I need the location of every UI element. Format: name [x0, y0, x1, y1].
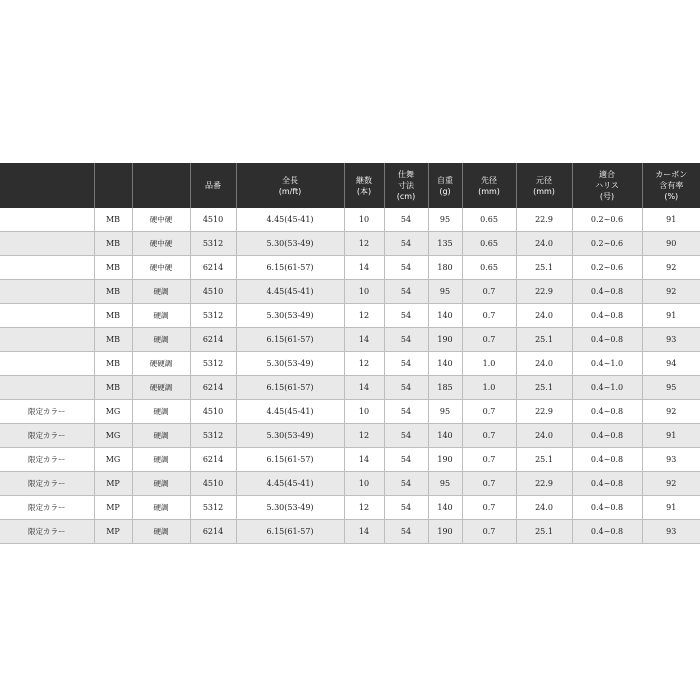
header-closed-length: 仕舞 寸法 (cm)	[384, 163, 428, 208]
sections-cell: 10	[344, 208, 384, 232]
total-length-cell: 4.45(45-41)	[236, 280, 344, 304]
weight-cell: 140	[428, 352, 462, 376]
color-cell: MG	[94, 424, 132, 448]
model-number-cell: 6214	[190, 256, 236, 280]
weight-cell: 180	[428, 256, 462, 280]
tip-diameter-cell: 0.65	[462, 232, 516, 256]
color-cell: MB	[94, 328, 132, 352]
color-cell: MB	[94, 256, 132, 280]
edition-cell: 限定カラー	[0, 520, 94, 544]
sections-cell: 14	[344, 256, 384, 280]
closed-length-cell: 54	[384, 232, 428, 256]
tip-diameter-cell: 0.7	[462, 496, 516, 520]
model-number-cell: 5312	[190, 232, 236, 256]
action-cell: 硬調	[132, 304, 190, 328]
closed-length-cell: 54	[384, 304, 428, 328]
model-number-cell: 6214	[190, 328, 236, 352]
line-range-cell: 0.4~0.8	[572, 304, 642, 328]
edition-cell	[0, 328, 94, 352]
carbon-content-cell: 90	[642, 232, 700, 256]
color-cell: MP	[94, 520, 132, 544]
total-length-cell: 5.30(53-49)	[236, 304, 344, 328]
closed-length-cell: 54	[384, 256, 428, 280]
model-number-cell: 6214	[190, 448, 236, 472]
line-range-cell: 0.4~1.0	[572, 352, 642, 376]
table-row	[0, 280, 700, 304]
color-cell: MG	[94, 400, 132, 424]
tip-diameter-cell: 0.7	[462, 472, 516, 496]
carbon-content-cell: 93	[642, 448, 700, 472]
carbon-content-cell: 93	[642, 520, 700, 544]
tip-diameter-cell: 1.0	[462, 352, 516, 376]
action-cell: 硬調	[132, 400, 190, 424]
table-row	[0, 256, 700, 280]
color-cell: MP	[94, 496, 132, 520]
table-row	[0, 472, 700, 496]
header-total-length: 全長 (m/ft)	[236, 163, 344, 208]
tip-diameter-cell: 0.7	[462, 304, 516, 328]
sections-cell: 14	[344, 328, 384, 352]
model-number-cell: 4510	[190, 472, 236, 496]
weight-cell: 140	[428, 496, 462, 520]
table-row	[0, 448, 700, 472]
line-range-cell: 0.2~0.6	[572, 256, 642, 280]
model-number-cell: 5312	[190, 352, 236, 376]
butt-diameter-cell: 24.0	[516, 496, 572, 520]
table-row	[0, 208, 700, 232]
action-cell: 硬硬調	[132, 376, 190, 400]
closed-length-cell: 54	[384, 472, 428, 496]
weight-cell: 95	[428, 400, 462, 424]
total-length-cell: 5.30(53-49)	[236, 352, 344, 376]
weight-cell: 140	[428, 424, 462, 448]
carbon-content-cell: 91	[642, 424, 700, 448]
closed-length-cell: 54	[384, 448, 428, 472]
color-cell: MB	[94, 280, 132, 304]
model-number-cell: 4510	[190, 208, 236, 232]
butt-diameter-cell: 24.0	[516, 424, 572, 448]
tip-diameter-cell: 0.7	[462, 400, 516, 424]
color-cell: MP	[94, 472, 132, 496]
total-length-cell: 5.30(53-49)	[236, 232, 344, 256]
closed-length-cell: 54	[384, 376, 428, 400]
sections-cell: 12	[344, 424, 384, 448]
header-line-range: 適合 ハリス (号)	[572, 163, 642, 208]
table-row	[0, 496, 700, 520]
tip-diameter-cell: 0.65	[462, 256, 516, 280]
butt-diameter-cell: 22.9	[516, 208, 572, 232]
model-number-cell: 6214	[190, 520, 236, 544]
header-row	[0, 163, 700, 208]
butt-diameter-cell: 24.0	[516, 304, 572, 328]
edition-cell	[0, 208, 94, 232]
sections-cell: 12	[344, 232, 384, 256]
model-number-cell: 4510	[190, 400, 236, 424]
action-cell: 硬調	[132, 328, 190, 352]
action-cell: 硬調	[132, 520, 190, 544]
sections-cell: 14	[344, 520, 384, 544]
table-row	[0, 376, 700, 400]
carbon-content-cell: 91	[642, 304, 700, 328]
total-length-cell: 6.15(61-57)	[236, 448, 344, 472]
tip-diameter-cell: 0.7	[462, 520, 516, 544]
line-range-cell: 0.4~0.8	[572, 400, 642, 424]
carbon-content-cell: 95	[642, 376, 700, 400]
tip-diameter-cell: 0.7	[462, 424, 516, 448]
tip-diameter-cell: 0.7	[462, 328, 516, 352]
action-cell: 硬調	[132, 280, 190, 304]
edition-cell: 限定カラー	[0, 496, 94, 520]
line-range-cell: 0.4~1.0	[572, 376, 642, 400]
action-cell: 硬中硬	[132, 256, 190, 280]
butt-diameter-cell: 25.1	[516, 448, 572, 472]
sections-cell: 10	[344, 400, 384, 424]
closed-length-cell: 54	[384, 280, 428, 304]
action-cell: 硬調	[132, 448, 190, 472]
sections-cell: 10	[344, 472, 384, 496]
sections-cell: 14	[344, 376, 384, 400]
butt-diameter-cell: 25.1	[516, 328, 572, 352]
color-cell: MG	[94, 448, 132, 472]
weight-cell: 190	[428, 448, 462, 472]
weight-cell: 95	[428, 280, 462, 304]
butt-diameter-cell: 24.0	[516, 352, 572, 376]
sections-cell: 12	[344, 352, 384, 376]
weight-cell: 185	[428, 376, 462, 400]
table-row	[0, 400, 700, 424]
table-row	[0, 424, 700, 448]
carbon-content-cell: 92	[642, 256, 700, 280]
action-cell: 硬調	[132, 496, 190, 520]
butt-diameter-cell: 22.9	[516, 280, 572, 304]
line-range-cell: 0.4~0.8	[572, 472, 642, 496]
edition-cell: 限定カラー	[0, 472, 94, 496]
edition-cell	[0, 304, 94, 328]
header-edition	[0, 163, 94, 208]
header-color	[94, 163, 132, 208]
line-range-cell: 0.4~0.8	[572, 496, 642, 520]
closed-length-cell: 54	[384, 496, 428, 520]
edition-cell	[0, 376, 94, 400]
line-range-cell: 0.4~0.8	[572, 448, 642, 472]
weight-cell: 135	[428, 232, 462, 256]
color-cell: MB	[94, 208, 132, 232]
weight-cell: 190	[428, 328, 462, 352]
edition-cell	[0, 256, 94, 280]
header-sections: 継数 (本)	[344, 163, 384, 208]
tip-diameter-cell: 0.65	[462, 208, 516, 232]
color-cell: MB	[94, 352, 132, 376]
line-range-cell: 0.4~0.8	[572, 280, 642, 304]
total-length-cell: 6.15(61-57)	[236, 328, 344, 352]
table-row	[0, 520, 700, 544]
carbon-content-cell: 93	[642, 328, 700, 352]
action-cell: 硬中硬	[132, 232, 190, 256]
butt-diameter-cell: 25.1	[516, 376, 572, 400]
table-row	[0, 232, 700, 256]
spec-table-header	[0, 163, 700, 208]
weight-cell: 190	[428, 520, 462, 544]
line-range-cell: 0.4~0.8	[572, 328, 642, 352]
color-cell: MB	[94, 376, 132, 400]
table-row	[0, 304, 700, 328]
sections-cell: 12	[344, 304, 384, 328]
line-range-cell: 0.4~0.8	[572, 520, 642, 544]
edition-cell	[0, 232, 94, 256]
butt-diameter-cell: 22.9	[516, 400, 572, 424]
edition-cell: 限定カラー	[0, 448, 94, 472]
butt-diameter-cell: 25.1	[516, 256, 572, 280]
total-length-cell: 4.45(45-41)	[236, 208, 344, 232]
action-cell: 硬調	[132, 472, 190, 496]
header-carbon-content: カーボン 含有率 (%)	[642, 163, 700, 208]
action-cell: 硬調	[132, 424, 190, 448]
weight-cell: 95	[428, 208, 462, 232]
line-range-cell: 0.2~0.6	[572, 208, 642, 232]
color-cell: MB	[94, 232, 132, 256]
action-cell: 硬中硬	[132, 208, 190, 232]
model-number-cell: 4510	[190, 280, 236, 304]
table-row	[0, 328, 700, 352]
carbon-content-cell: 91	[642, 208, 700, 232]
header-tip-diameter: 先径 (mm)	[462, 163, 516, 208]
carbon-content-cell: 92	[642, 400, 700, 424]
edition-cell: 限定カラー	[0, 400, 94, 424]
sections-cell: 10	[344, 280, 384, 304]
edition-cell	[0, 280, 94, 304]
butt-diameter-cell: 24.0	[516, 232, 572, 256]
closed-length-cell: 54	[384, 208, 428, 232]
tip-diameter-cell: 1.0	[462, 376, 516, 400]
butt-diameter-cell: 25.1	[516, 520, 572, 544]
model-number-cell: 5312	[190, 424, 236, 448]
closed-length-cell: 54	[384, 520, 428, 544]
header-model-number: 品番	[190, 163, 236, 208]
total-length-cell: 4.45(45-41)	[236, 400, 344, 424]
action-cell: 硬硬調	[132, 352, 190, 376]
header-butt-diameter: 元径 (mm)	[516, 163, 572, 208]
line-range-cell: 0.2~0.6	[572, 232, 642, 256]
weight-cell: 140	[428, 304, 462, 328]
spec-table-body	[0, 208, 700, 544]
tip-diameter-cell: 0.7	[462, 280, 516, 304]
butt-diameter-cell: 22.9	[516, 472, 572, 496]
model-number-cell: 6214	[190, 376, 236, 400]
edition-cell: 限定カラー	[0, 424, 94, 448]
carbon-content-cell: 92	[642, 280, 700, 304]
carbon-content-cell: 94	[642, 352, 700, 376]
sections-cell: 14	[344, 448, 384, 472]
tip-diameter-cell: 0.7	[462, 448, 516, 472]
total-length-cell: 4.45(45-41)	[236, 472, 344, 496]
table-row	[0, 352, 700, 376]
weight-cell: 95	[428, 472, 462, 496]
total-length-cell: 5.30(53-49)	[236, 424, 344, 448]
line-range-cell: 0.4~0.8	[572, 424, 642, 448]
edition-cell	[0, 352, 94, 376]
model-number-cell: 5312	[190, 304, 236, 328]
closed-length-cell: 54	[384, 400, 428, 424]
color-cell: MB	[94, 304, 132, 328]
header-weight: 自重 (g)	[428, 163, 462, 208]
closed-length-cell: 54	[384, 352, 428, 376]
carbon-content-cell: 92	[642, 472, 700, 496]
total-length-cell: 6.15(61-57)	[236, 520, 344, 544]
sections-cell: 12	[344, 496, 384, 520]
header-action	[132, 163, 190, 208]
total-length-cell: 6.15(61-57)	[236, 376, 344, 400]
model-number-cell: 5312	[190, 496, 236, 520]
spec-table	[0, 163, 700, 544]
total-length-cell: 6.15(61-57)	[236, 256, 344, 280]
closed-length-cell: 54	[384, 328, 428, 352]
carbon-content-cell: 91	[642, 496, 700, 520]
total-length-cell: 5.30(53-49)	[236, 496, 344, 520]
closed-length-cell: 54	[384, 424, 428, 448]
